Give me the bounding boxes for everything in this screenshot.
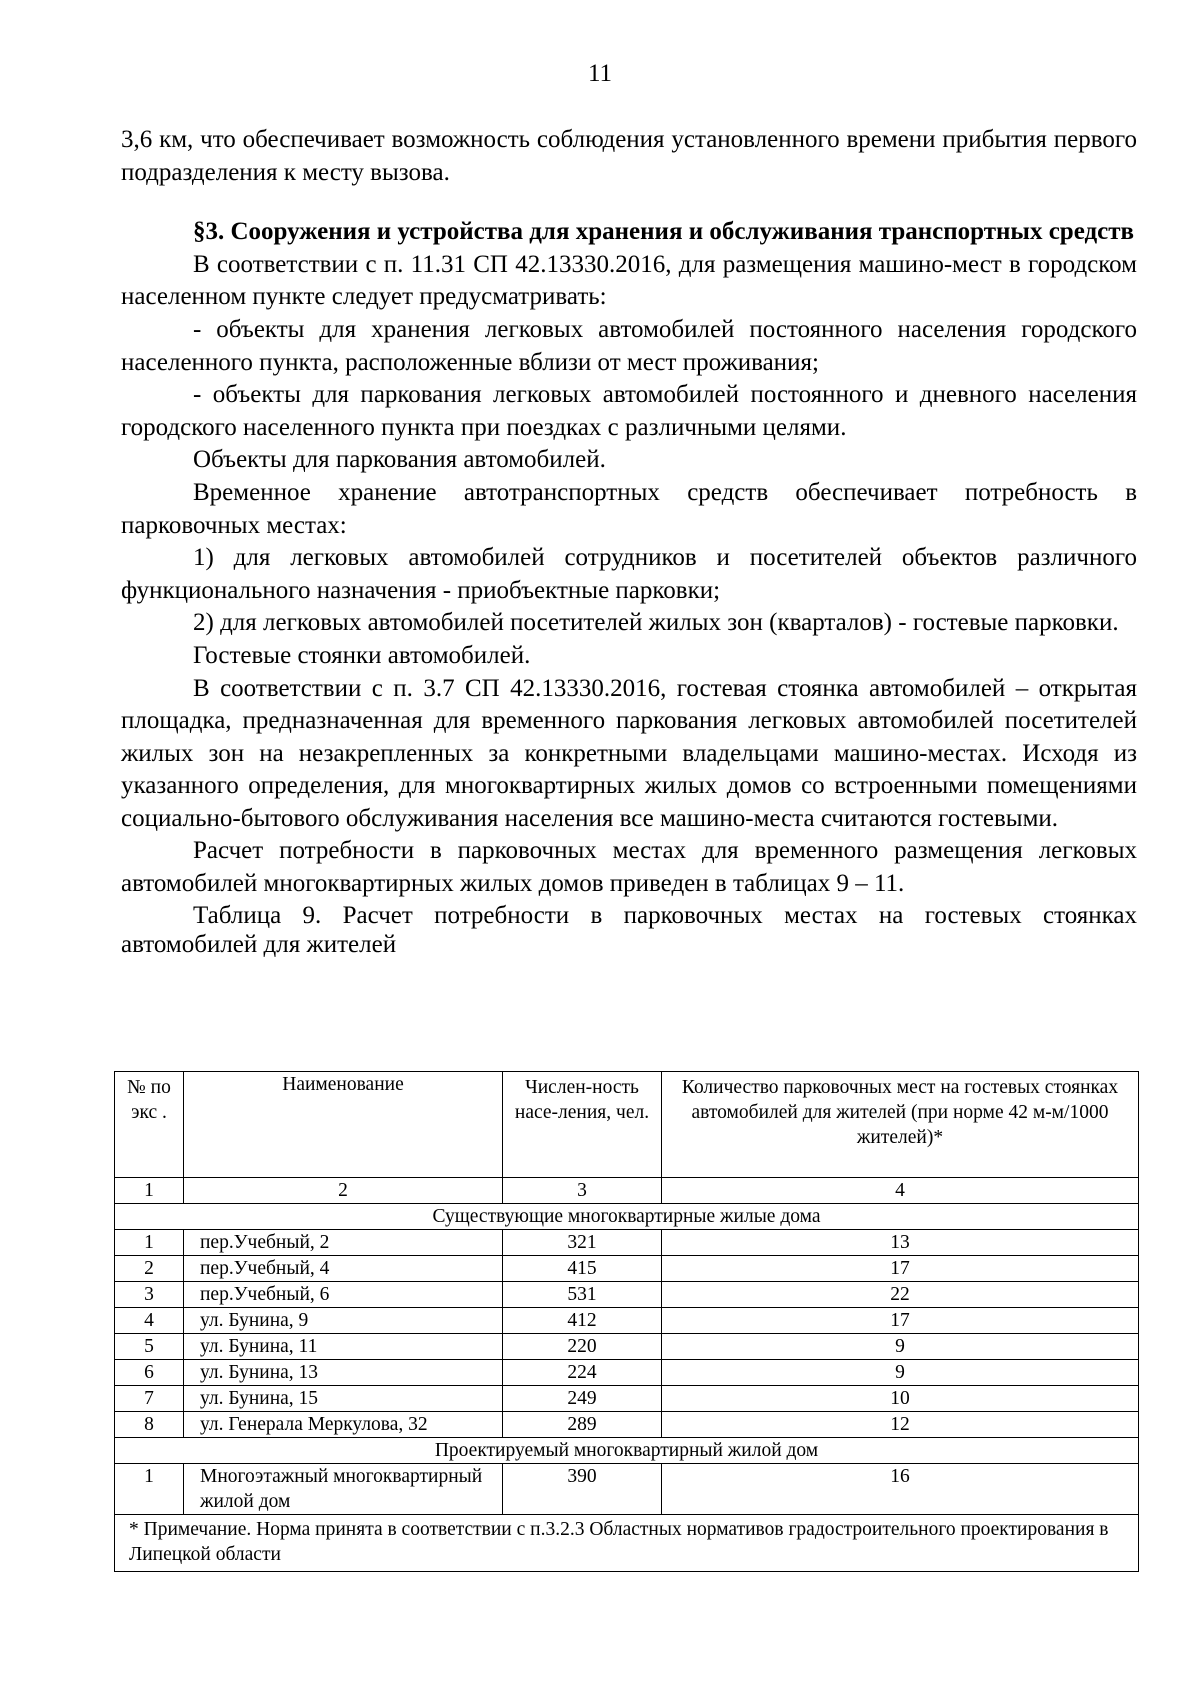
section-title: Существующие многоквартирные жилые дома xyxy=(115,1204,1139,1230)
row-name: ул. Бунина, 9 xyxy=(184,1308,503,1334)
row-name: ул. Бунина, 11 xyxy=(184,1334,503,1360)
header-population: Числен-ность насе-ления, чел. xyxy=(503,1072,662,1178)
row-spaces: 17 xyxy=(662,1308,1139,1334)
table-row xyxy=(115,1308,1139,1334)
column-number: 2 xyxy=(184,1178,503,1204)
section-row xyxy=(115,1204,1139,1230)
row-number: 1 xyxy=(115,1230,184,1256)
row-number: 3 xyxy=(115,1282,184,1308)
table-row xyxy=(115,1230,1139,1256)
row-population: 321 xyxy=(503,1230,662,1256)
row-number: 7 xyxy=(115,1386,184,1412)
row-name: ул. Генерала Меркулова, 32 xyxy=(184,1412,503,1438)
column-number: 1 xyxy=(115,1178,184,1204)
row-population: 249 xyxy=(503,1386,662,1412)
column-number: 4 xyxy=(662,1178,1139,1204)
row-name: ул. Бунина, 13 xyxy=(184,1360,503,1386)
paragraph: Расчет потребности в парковочных местах для временного размещения легковых автомобилей многоквартирных жилых домов приведен в таблицах 9 – 11. xyxy=(121,837,1137,898)
table-row xyxy=(115,1334,1139,1360)
column-number: 3 xyxy=(503,1178,662,1204)
table-row xyxy=(115,1464,1139,1515)
list-item: - объекты для паркования легковых автомобилей постоянного и дневного населения городского населенного пункта при поездках с различными целями. xyxy=(121,381,1137,441)
paragraph: Временное хранение автотранспортных средств обеспечивает потребность в парковочных местах: xyxy=(121,478,1137,539)
paragraph-gap xyxy=(121,189,1137,216)
list-item: - объекты для хранения легковых автомобилей постоянного населения городского населенного пункта, расположенные вблизи от мест проживания; xyxy=(121,315,1137,376)
list-item: 1) для легковых автомобилей сотрудников и посетителей объектов различного функционального назначения - приобъектные парковки; xyxy=(121,544,1137,604)
table-row xyxy=(115,1386,1139,1412)
section-heading: §3. Сооружения и устройства для хранения и обслуживания транспортных средств xyxy=(193,218,1134,246)
row-spaces: 13 xyxy=(662,1230,1139,1256)
paragraph: В соответствии с п. 3.7 СП 42.13330.2016, гостевая стоянка автомобилей – открытая площадка, предназначенная для временного паркования легковых автомобилей посетителей жилых зон на незакрепленных за конкретными владельцами машино-местах. Исходя из указанного определения, для многоквартирных жилых домов со встроенными помещениями социально-бытового обслуживания населения все машино-места считаются гостевыми. xyxy=(121,674,1137,832)
row-spaces: 22 xyxy=(662,1282,1139,1308)
parking-table xyxy=(114,1071,1139,1572)
list-item: 2) для легковых автомобилей посетителей жилых зон (кварталов) - гостевые парковки. xyxy=(193,609,1119,637)
row-number: 8 xyxy=(115,1412,184,1438)
row-population: 390 xyxy=(503,1464,662,1515)
row-population: 412 xyxy=(503,1308,662,1334)
table-header-row xyxy=(115,1072,1139,1178)
row-name: Многоэтажный многоквартирный жилой дом xyxy=(184,1464,503,1515)
table-caption: Таблица 9. Расчет потребности в парковочных местах на гостевых стоянках автомобилей для жителей xyxy=(121,901,1137,958)
row-spaces: 10 xyxy=(662,1386,1139,1412)
row-population: 531 xyxy=(503,1282,662,1308)
header-number: № по экс . xyxy=(115,1072,184,1178)
row-spaces: 9 xyxy=(662,1360,1139,1386)
table-row xyxy=(115,1282,1139,1308)
section-row xyxy=(115,1438,1139,1464)
row-number: 1 xyxy=(115,1464,184,1515)
paragraph: В соответствии с п. 11.31 СП 42.13330.2016, для размещения машино-мест в городском населенном пункте следует предусматривать: xyxy=(121,250,1137,311)
column-number-row xyxy=(115,1178,1139,1204)
paragraph: Гостевые стоянки автомобилей. xyxy=(193,641,531,669)
row-population: 224 xyxy=(503,1360,662,1386)
row-population: 415 xyxy=(503,1256,662,1282)
table-row xyxy=(115,1412,1139,1438)
table-row xyxy=(115,1256,1139,1282)
row-name: ул. Бунина, 15 xyxy=(184,1386,503,1412)
table-note-row xyxy=(115,1515,1139,1572)
row-number: 5 xyxy=(115,1334,184,1360)
row-name: пер.Учебный, 6 xyxy=(184,1282,503,1308)
row-spaces: 16 xyxy=(662,1464,1139,1515)
row-population: 220 xyxy=(503,1334,662,1360)
table-note: * Примечание. Норма принята в соответствии с п.3.2.3 Областных нормативов градостроительного проектирования в Липецкой области xyxy=(115,1515,1139,1572)
row-spaces: 9 xyxy=(662,1334,1139,1360)
row-number: 6 xyxy=(115,1360,184,1386)
section-title: Проектируемый многоквартирный жилой дом xyxy=(115,1438,1139,1464)
row-population: 289 xyxy=(503,1412,662,1438)
header-spaces: Количество парковочных мест на гостевых стоянках автомобилей для жителей (при норме 42 м-м/1000 жителей)* xyxy=(662,1072,1139,1178)
row-name: пер.Учебный, 2 xyxy=(184,1230,503,1256)
row-name: пер.Учебный, 4 xyxy=(184,1256,503,1282)
table-row xyxy=(115,1360,1139,1386)
row-number: 4 xyxy=(115,1308,184,1334)
header-name: Наименование xyxy=(184,1072,503,1178)
row-spaces: 12 xyxy=(662,1412,1139,1438)
row-spaces: 17 xyxy=(662,1256,1139,1282)
paragraph: 3,6 км, что обеспечивает возможность соблюдения установленного времени прибытия первого подразделения к месту вызова. xyxy=(121,126,1137,186)
row-number: 2 xyxy=(115,1256,184,1282)
body-text xyxy=(121,124,1137,959)
page-number: 11 xyxy=(587,60,613,87)
paragraph: Объекты для паркования автомобилей. xyxy=(193,446,606,474)
